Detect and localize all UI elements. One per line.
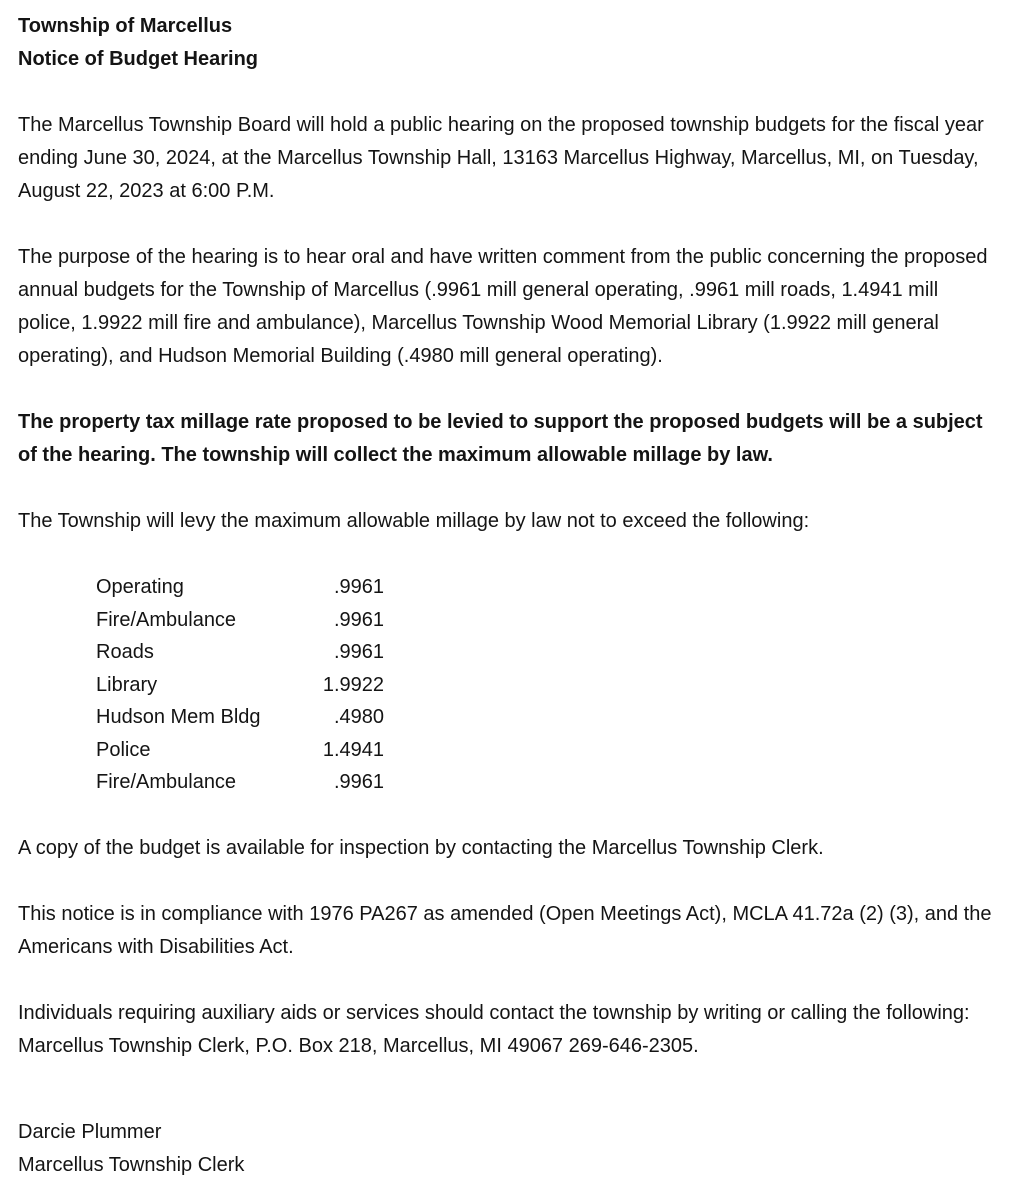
millage-rate: .9961 [333,641,384,663]
table-row [96,636,384,669]
paragraph-auxiliary-aids: Individuals requiring auxiliary aids or services should contact the township by writing or calling the following: Marcellus Township Clerk, P.O. Box 218, Marcellus, MI 49067 269-646-2305. [18,1001,970,1057]
paragraph-millage-statement: The property tax millage rate proposed to be levied to support the proposed budgets will be a subject of the hearing. The township will collect the maximum allowable millage by law. [18,411,983,466]
millage-rate: 1.4941 [322,738,384,761]
millage-rate: .9961 [333,576,384,598]
notice-title: Notice of Budget Hearing [18,48,259,70]
table-row [96,571,384,604]
millage-rate: .9961 [333,771,384,793]
paragraph-purpose: The purpose of the hearing is to hear oral and have written comment from the public concerning the proposed annual budgets for the Township of Marcellus (.9961 mill general operating, .9961 mill roads, 1.4941 mill police, 1.9922 mill fire and ambulance), Marcellus Township Wood Memorial Library (1.9922 mill general operating), and Hudson Memorial Building (.4980 mill general operating). [18,246,988,367]
table-row [96,766,384,799]
millage-rate: .4980 [333,706,384,728]
millage-label: Fire/Ambulance [96,771,237,793]
township-name-title: Township of Marcellus [18,15,233,37]
paragraph-budget-copy: A copy of the budget is available for inspection by contacting the Marcellus Township Clerk. [18,836,824,859]
paragraph-hearing-announcement: The Marcellus Township Board will hold a public hearing on the proposed township budgets for the fiscal year ending June 30, 2024, at the Marcellus Township Hall, 13163 Marcellus Highway, Marcellus, MI, on Tuesday, August 22, 2023 at 6:00 P.M. [18,114,984,202]
paragraph-levy-intro: The Township will levy the maximum allowable millage by law not to exceed the following: [18,510,810,532]
paragraph-compliance: This notice is in compliance with 1976 PA267 as amended (Open Meetings Act), MCLA 41.72a (2) (3), and the Americans with Disabilities Act. [18,902,992,958]
millage-label: Operating [96,576,184,598]
millage-label: Police [96,738,151,761]
table-row [96,734,384,767]
signature-block [18,1116,993,1182]
table-row [96,604,384,637]
table-row [96,669,384,702]
table-row [96,701,384,734]
millage-rate: .9961 [333,608,384,631]
signature-name: Darcie Plummer [18,1120,162,1143]
millage-label: Fire/Ambulance [96,608,237,631]
signature-title: Marcellus Township Clerk [18,1153,245,1176]
millage-label: Library [96,673,158,696]
millage-rate: 1.9922 [322,673,384,696]
millage-table [96,571,384,799]
document-title-block [18,10,993,76]
millage-label: Hudson Mem Bldg [96,706,261,728]
millage-label: Roads [96,641,154,663]
